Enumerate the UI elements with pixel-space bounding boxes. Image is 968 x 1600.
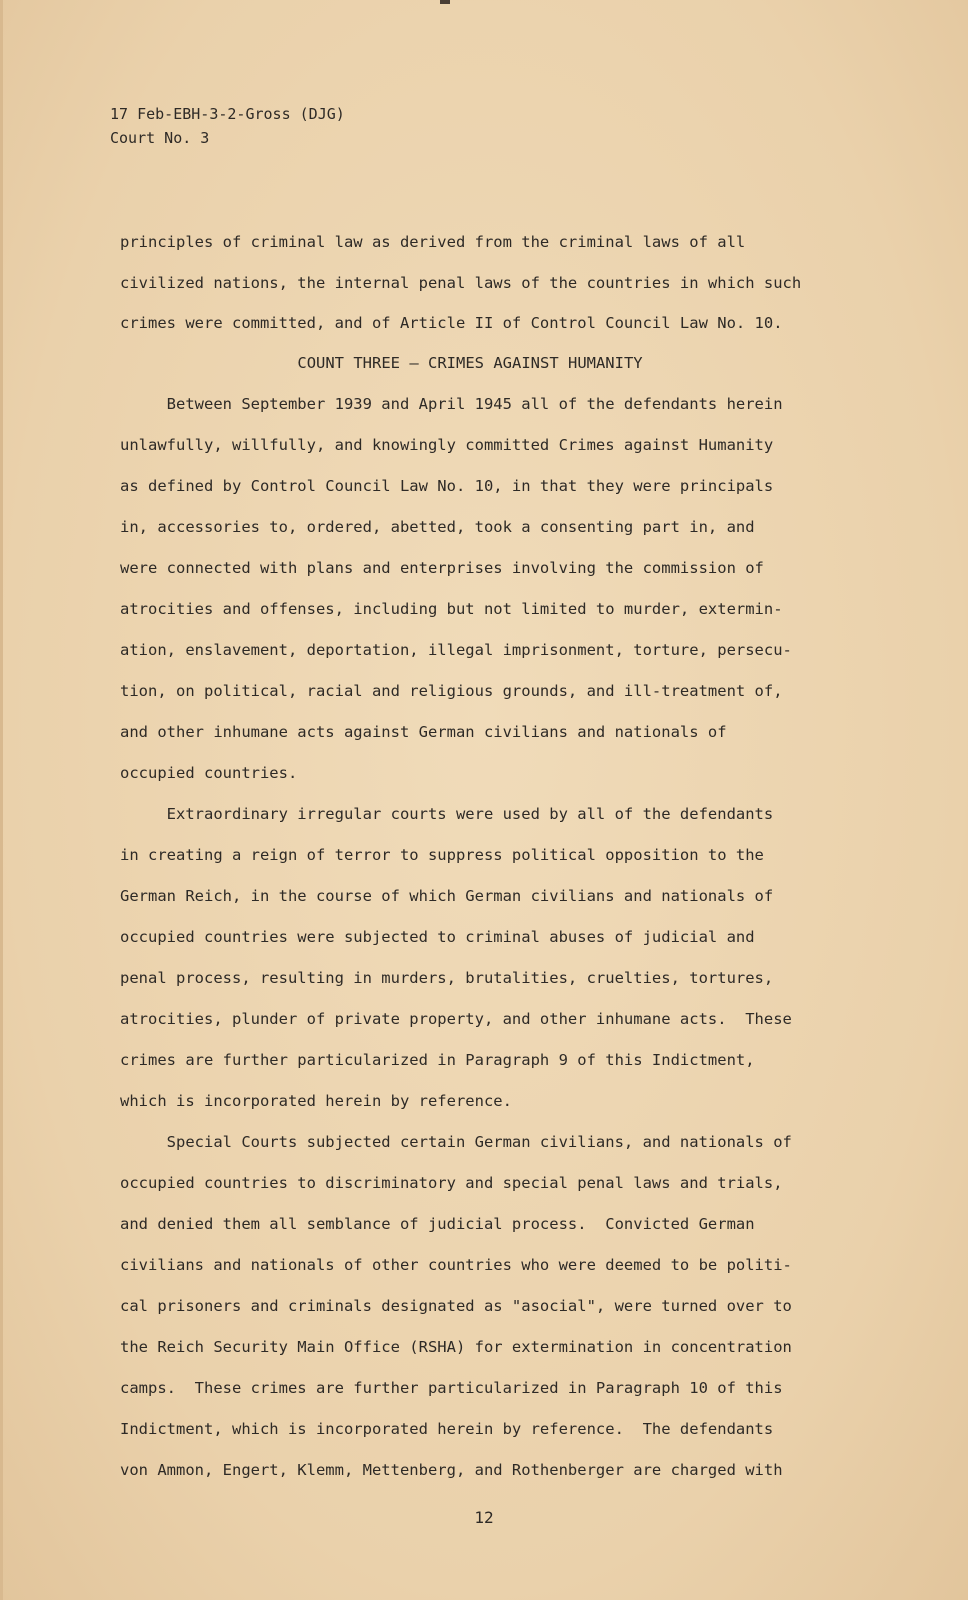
text-line: Extraordinary irregular courts were used by all of the defendants (120, 805, 774, 823)
text-line: cal prisoners and criminals designated as "asocial", were turned over to (120, 1297, 792, 1315)
text-line: crimes are further particularized in Paragraph 9 of this Indictment, (120, 1051, 755, 1069)
text-line: atrocities, plunder of private property, and other inhumane acts. These (120, 1010, 792, 1028)
page-edge-shadow (0, 0, 3, 1600)
document-header (110, 102, 345, 150)
text-line: and denied them all semblance of judicial process. Convicted German (120, 1215, 755, 1233)
text-line: in creating a reign of terror to suppress political opposition to the (120, 846, 764, 864)
text-line: occupied countries to discriminatory and special penal laws and trials, (120, 1174, 783, 1192)
text-line: atrocities and offenses, including but not limited to murder, extermin- (120, 600, 783, 618)
header-court: Court No. 3 (110, 129, 210, 147)
text-line: as defined by Control Council Law No. 10, in that they were principals (120, 477, 774, 495)
text-line: were connected with plans and enterprises involving the commission of (120, 559, 764, 577)
text-line: ation, enslavement, deportation, illegal imprisonment, torture, persecu- (120, 641, 792, 659)
text-line: Indictment, which is incorporated herein by reference. The defendants (120, 1420, 774, 1438)
text-line: civilized nations, the internal penal laws of the countries in which such (120, 274, 802, 292)
text-line: the Reich Security Main Office (RSHA) for extermination in concentration (120, 1338, 792, 1356)
text-line: penal process, resulting in murders, brutalities, cruelties, tortures, (120, 969, 774, 987)
text-line: crimes were committed, and of Article II of Control Council Law No. 10. (120, 314, 783, 332)
text-line: camps. These crimes are further particularized in Paragraph 10 of this (120, 1379, 783, 1397)
text-line: tion, on political, racial and religious grounds, and ill-treatment of, (120, 682, 783, 700)
text-line: unlawfully, willfully, and knowingly committed Crimes against Humanity (120, 436, 774, 454)
count-heading: COUNT THREE — CRIMES AGAINST HUMANITY (297, 354, 643, 372)
text-line: and other inhumane acts against German civilians and nationals of (120, 723, 727, 741)
text-line: Between September 1939 and April 1945 all of the defendants herein (120, 395, 783, 413)
text-line: occupied countries were subjected to criminal abuses of judicial and (120, 928, 755, 946)
text-line: principles of criminal law as derived from the criminal laws of all (120, 233, 746, 251)
text-line: civilians and nationals of other countries who were deemed to be politi- (120, 1256, 792, 1274)
text-line: occupied countries. (120, 764, 298, 782)
staple-mark (440, 0, 450, 4)
document-body (120, 222, 860, 1491)
text-line: German Reich, in the course of which German civilians and nationals of (120, 887, 774, 905)
text-line: von Ammon, Engert, Klemm, Mettenberg, and Rothenberger are charged with (120, 1461, 783, 1479)
header-reference: 17 Feb-EBH-3-2-Gross (DJG) (110, 105, 345, 123)
text-line: in, accessories to, ordered, abetted, took a consenting part in, and (120, 518, 755, 536)
text-line: Special Courts subjected certain German civilians, and nationals of (120, 1133, 792, 1151)
text-line: which is incorporated herein by reference. (120, 1092, 512, 1110)
page-number: 12 (474, 1508, 494, 1527)
